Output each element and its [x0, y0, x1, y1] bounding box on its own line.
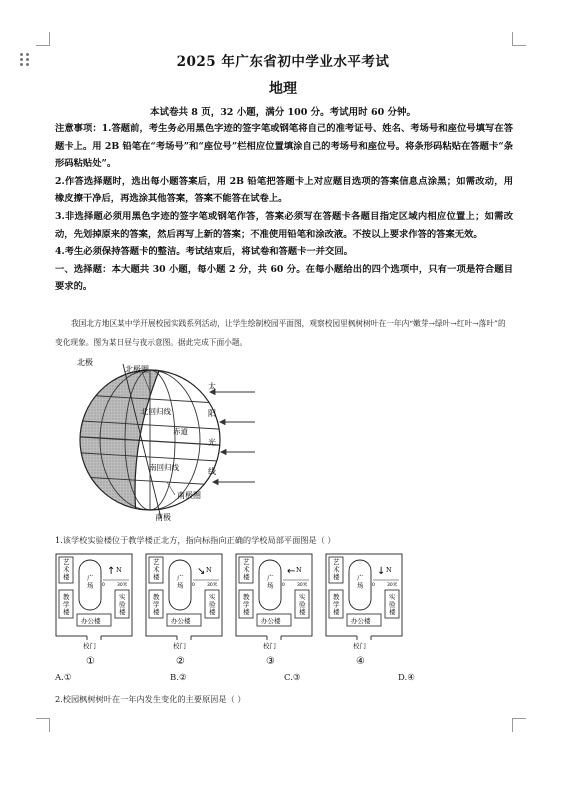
- north-arrow-icon: ↑: [107, 566, 116, 577]
- exam-info: 本试卷共 8 页，32 小题，满分 100 分。考试用时 60 分钟。: [149, 107, 417, 118]
- option-d[interactable]: D.④: [398, 673, 415, 683]
- map-number: ①: [86, 656, 95, 667]
- campus-maps: [55, 552, 415, 668]
- office-building-label: 办公楼: [81, 617, 101, 625]
- label-sun-4: 线: [208, 467, 216, 476]
- question-passage: 我国北方地区某中学开展校园实践系列活动，让学生绘制校园平面图，观察校园里枫树树叶在一年内“嫩芽→绿叶→红叶→落叶”的变化现象。图为某日昼与夜示意图。据此完成下面小题。: [55, 319, 506, 347]
- scale-zero: 0: [102, 583, 105, 588]
- gate-label: 校门: [263, 642, 276, 650]
- teaching-building-label: 教学楼: [63, 593, 70, 616]
- north-arrow-icon: ←: [287, 566, 296, 577]
- map-number: ②: [176, 656, 185, 667]
- gate-label: 校门: [353, 642, 366, 650]
- label-sun-1: 太: [208, 382, 216, 391]
- playground-label: 广场: [177, 574, 184, 590]
- north-arrow-letter: N: [116, 566, 122, 574]
- teaching-building-label: 教学楼: [333, 593, 340, 616]
- teaching-building-label: 教学楼: [153, 593, 160, 616]
- north-arrow-icon: ↘: [197, 566, 206, 577]
- note-item: 3.非选择题必须用黑色字迹的签字笔或钢笔作答，答案必须写在答题卡各题目指定区域内相应位置上；如需改动，先划掉原来的答案，然后再写上新的答案；不准使用铅笔和涂改液。不按以上要求作答的答案无效。: [55, 210, 513, 240]
- playground-label: 广场: [267, 574, 274, 590]
- scale-value: 30米: [387, 583, 398, 588]
- question-1: 1.该学校实验楼位于教学楼正北方，指向标指向正确的学校局部平面图是（ ）: [55, 535, 336, 545]
- lab-building-label: 实验楼: [209, 593, 216, 616]
- notes-section: [55, 120, 513, 296]
- office-building-label: 办公楼: [351, 617, 371, 625]
- office-building-label: 办公楼: [171, 617, 191, 625]
- lab-building-label: 实验楼: [389, 593, 396, 616]
- label-tropic-cancer: 北回归线: [141, 407, 171, 416]
- art-building-label: 艺术楼: [243, 558, 250, 581]
- scale-value: 30米: [117, 583, 128, 588]
- note-item: 注意事项：1.答题前，考生务必用黑色字迹的签字笔或钢笔将自己的准考证号、姓名、考场号和座位号填写在答题卡上。用 2B 铅笔在“考场号”和“座位号”栏相应位置填涂自己的考场号和座位号。将条形码粘贴在答题卡“条形码粘贴处”。: [55, 123, 513, 170]
- label-sun-3: 光: [208, 438, 216, 447]
- campus-map: [326, 554, 402, 667]
- map-number: ③: [266, 656, 275, 667]
- label-equator: 赤道: [173, 427, 188, 436]
- note-item: 4.考生必须保持答题卡的整洁。考试结束后，将试卷和答题卡一并交回。: [55, 246, 353, 258]
- crop-mark-bottom-left: [36, 718, 50, 732]
- north-arrow-letter: N: [296, 566, 302, 574]
- label-antarctic-circle: 南极圈: [177, 491, 201, 500]
- art-building-label: 艺术楼: [333, 558, 340, 581]
- scale-value: 30米: [297, 583, 308, 588]
- campus-map: [56, 554, 132, 667]
- campus-map: [146, 554, 222, 667]
- label-north-pole: 北极: [77, 358, 93, 367]
- day-night-globe-figure: [55, 352, 265, 524]
- scale-zero: 0: [372, 583, 375, 588]
- scale-value: 30米: [207, 583, 218, 588]
- label-tropic-capricorn: 南回归线: [149, 463, 179, 472]
- option-b[interactable]: B.②: [170, 673, 187, 683]
- subject-title: 地理: [269, 81, 297, 97]
- art-building-label: 艺术楼: [63, 558, 70, 581]
- art-building-label: 艺术楼: [153, 558, 160, 581]
- campus-map: [236, 554, 312, 667]
- north-arrow-icon: ↓: [377, 566, 386, 577]
- lab-building-label: 实验楼: [299, 593, 306, 616]
- scale-zero: 0: [282, 583, 285, 588]
- gate-label: 校门: [173, 642, 186, 650]
- gate-label: 校门: [83, 642, 96, 650]
- section-heading: 一、选择题：本大题共 30 小题，每小题 2 分，共 60 分。在每小题给出的四个选项中，只有一项是符合题目要求的。: [55, 263, 513, 293]
- lab-building-label: 实验楼: [119, 593, 126, 616]
- question-2: 2.校园枫树树叶在一年内发生变化的主要原因是（ ）: [55, 694, 246, 704]
- office-building-label: 办公楼: [261, 617, 281, 625]
- note-item: 2.作答选择题时，选出每小题答案后，用 2B 铅笔把答题卡上对应题目选项的答案信息点涂黑；如需改动，用橡皮擦干净后，再选涂其他答案，答案不能答在试卷上。: [55, 175, 513, 205]
- label-south-pole: 南极: [155, 513, 171, 522]
- map-number: ④: [356, 656, 365, 667]
- teaching-building-label: 教学楼: [243, 593, 250, 616]
- crop-mark-top-right: [512, 32, 526, 46]
- crop-mark-bottom-right: [512, 718, 526, 732]
- scale-zero: 0: [192, 583, 195, 588]
- north-arrow-letter: N: [386, 566, 392, 574]
- label-sun-2: 阳: [208, 409, 216, 418]
- playground-label: 广场: [357, 574, 364, 590]
- label-arctic-circle: 北极圈: [125, 365, 149, 374]
- option-a[interactable]: A.①: [55, 673, 72, 683]
- north-arrow-letter: N: [206, 566, 212, 574]
- exam-title: 2025 年广东省初中学业水平考试: [176, 54, 390, 70]
- playground-label: 广场: [87, 574, 94, 590]
- option-c[interactable]: C.③: [284, 673, 301, 683]
- crop-mark-top-left: [36, 32, 50, 46]
